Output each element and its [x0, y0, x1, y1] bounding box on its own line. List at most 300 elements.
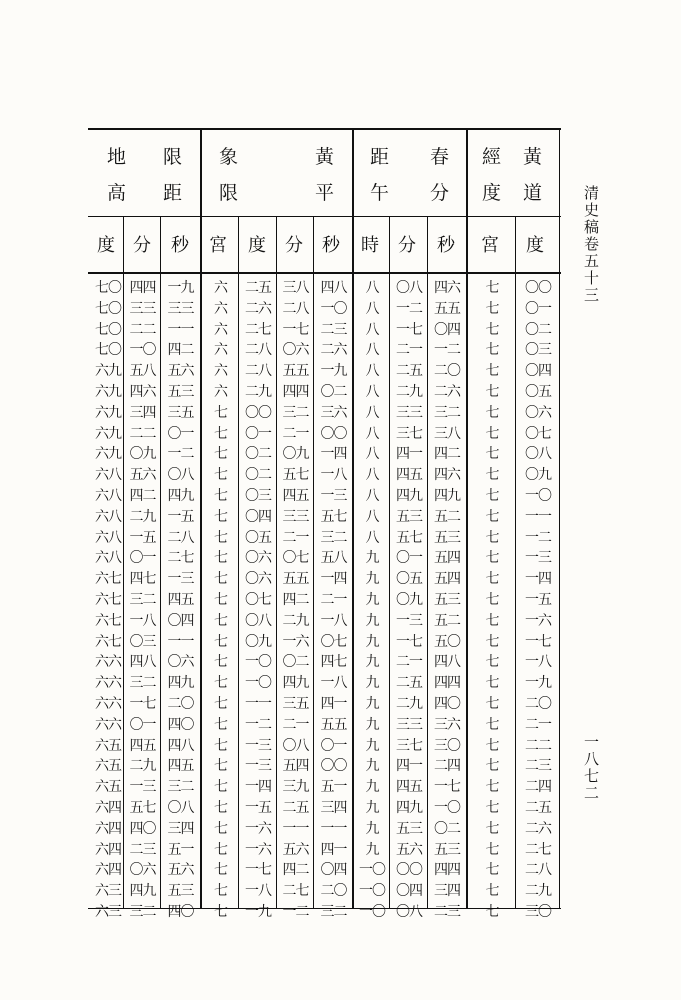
table-cell: 一三 — [245, 758, 271, 775]
table-cell: 三三 — [167, 300, 194, 317]
table-cell: 〇四 — [396, 883, 422, 900]
table-cell: 四二 — [434, 446, 460, 463]
table-cell: 七 — [485, 696, 499, 712]
table-cell: 三〇 — [434, 737, 460, 754]
table-row — [92, 798, 560, 819]
table-cell: 一二 — [282, 904, 309, 920]
table-cell: 三二 — [129, 675, 156, 692]
subheader-label: 度 — [97, 235, 115, 256]
table-cell: 〇八 — [282, 737, 309, 754]
table-cell: 一二 — [434, 342, 460, 359]
table-cell: 七 — [485, 550, 499, 567]
table-cell: 〇一 — [167, 425, 194, 442]
table-cell: 七 — [485, 633, 499, 650]
table-cell: 〇九 — [396, 592, 422, 608]
table-cell: 一一 — [525, 508, 551, 525]
table-cell: 三九 — [282, 779, 309, 796]
table-cell: 四〇 — [167, 904, 194, 920]
table-cell: 二一 — [525, 716, 551, 733]
table-row — [92, 819, 560, 840]
table-cell: 〇八 — [167, 467, 194, 484]
table-cell: 六 — [214, 384, 227, 400]
table-cell: 五八 — [320, 550, 347, 567]
table-cell: 〇一 — [129, 716, 156, 733]
table-row — [92, 444, 560, 465]
table-cell: 一二 — [396, 300, 422, 317]
table-cell: 四四 — [434, 862, 460, 879]
table-cell: 三二 — [129, 592, 156, 608]
table-cell: 一六 — [525, 612, 551, 629]
table-cell: 五六 — [282, 841, 309, 858]
table-cell: 一七 — [282, 321, 309, 338]
table-cell: 八 — [365, 425, 379, 442]
subheader-divider-rule — [88, 272, 561, 274]
table-cell: 二六 — [525, 820, 551, 837]
table-cell: 六八 — [95, 467, 121, 484]
table-cell: 〇三 — [129, 633, 156, 650]
table-cell: 四九 — [167, 488, 194, 504]
table-cell: 〇二 — [434, 820, 460, 837]
table-cell: 一〇 — [359, 883, 385, 900]
table-cell: 四一 — [396, 446, 422, 463]
table-cell: 〇七 — [282, 550, 309, 567]
table-cell: 七 — [485, 779, 499, 796]
table-cell: 〇〇 — [525, 280, 551, 296]
table-cell: 七 — [214, 612, 227, 629]
subheader-label: 宮 — [209, 235, 227, 256]
table-cell: 二八 — [167, 529, 194, 546]
table-cell: 〇四 — [525, 363, 551, 380]
table-cell: 三二 — [434, 404, 460, 421]
table-cell: 四四 — [434, 675, 460, 692]
table-cell: 一〇 — [525, 488, 551, 504]
table-cell: 一五 — [167, 508, 194, 525]
table-cell: 七 — [214, 654, 227, 671]
table-cell: 一五 — [245, 800, 271, 816]
table-cell: 〇一 — [525, 300, 551, 317]
table-cell: 一七 — [396, 321, 422, 338]
table-cell: 二九 — [282, 612, 309, 629]
table-row — [92, 673, 560, 694]
table-cell: 七 — [214, 529, 227, 546]
table-cell: 六四 — [95, 800, 121, 816]
table-cell: 二九 — [396, 696, 422, 712]
table-cell: 七 — [485, 904, 499, 920]
table-cell: 〇五 — [525, 384, 551, 400]
table-cell: 一〇 — [359, 904, 385, 920]
header-group2-char: 象 — [219, 146, 239, 168]
table-cell: 五二 — [434, 508, 460, 525]
table-cell: 七 — [485, 280, 499, 296]
table-cell: 二一 — [396, 654, 422, 671]
table-cell: 四九 — [129, 883, 156, 900]
table-cell: 二四 — [434, 758, 460, 775]
table-cell: 五〇 — [434, 633, 460, 650]
table-cell: 六 — [214, 280, 227, 296]
table-cell: 一三 — [320, 488, 347, 504]
table-cell: 四五 — [396, 467, 422, 484]
table-cell: 〇三 — [245, 488, 271, 504]
table-cell: 二五 — [525, 800, 551, 816]
table-cell: 〇七 — [245, 592, 271, 608]
table-row — [92, 777, 560, 798]
table-cell: 二八 — [245, 363, 271, 380]
table-cell: 一四 — [525, 571, 551, 588]
table-cell: 四八 — [129, 654, 156, 671]
table-cell: 一二 — [245, 716, 271, 733]
table-row — [92, 632, 560, 653]
table-cell: 六八 — [95, 488, 121, 504]
table-cell: 六三 — [95, 904, 121, 920]
table-cell: 一四 — [320, 446, 347, 463]
subheader-label: 度 — [526, 235, 544, 256]
table-cell: 四五 — [396, 779, 422, 796]
table-row — [92, 715, 560, 736]
table-cell: 五三 — [434, 841, 460, 858]
table-row — [92, 403, 560, 424]
table-cell: 一九 — [320, 363, 347, 380]
table-cell: 〇八 — [396, 280, 422, 296]
table-cell: 一七 — [396, 633, 422, 650]
table-cell: 三二 — [129, 904, 156, 920]
header-group2-char: 平 — [315, 182, 335, 204]
table-cell: 八 — [365, 280, 379, 296]
table-cell: 七 — [485, 321, 499, 338]
table-cell: 二六 — [245, 300, 271, 317]
table-cell: 一〇 — [245, 675, 271, 692]
table-cell: 〇六 — [525, 404, 551, 421]
table-cell: 五六 — [129, 467, 156, 484]
table-cell: 九 — [365, 841, 379, 858]
subheader-label: 時 — [361, 235, 379, 256]
table-cell: 二〇 — [167, 696, 194, 712]
table-cell: 六 — [214, 363, 227, 380]
table-cell: 七〇 — [95, 342, 121, 359]
table-cell: 〇八 — [167, 800, 194, 816]
table-cell: 一〇 — [129, 342, 156, 359]
table-cell: 五三 — [167, 883, 194, 900]
table-cell: 二八 — [245, 342, 271, 359]
table-row — [92, 881, 560, 902]
table-cell: 三五 — [282, 696, 309, 712]
header-group4-char: 經 — [482, 146, 502, 168]
table-cell: 三五 — [167, 404, 194, 421]
table-cell: 七 — [485, 384, 499, 400]
table-cell: 六八 — [95, 550, 121, 567]
table-cell: 〇三 — [525, 342, 551, 359]
table-cell: 一〇 — [245, 654, 271, 671]
subheader-label: 宮 — [481, 235, 499, 256]
table-cell: 〇九 — [282, 446, 309, 463]
table-cell: 七 — [485, 508, 499, 525]
table-cell: 〇六 — [245, 550, 271, 567]
table-cell: 八 — [365, 342, 379, 359]
table-cell: 二五 — [282, 800, 309, 816]
header-group3-char: 距 — [370, 146, 390, 168]
table-row — [92, 569, 560, 590]
table-cell: 二〇 — [320, 883, 347, 900]
table-cell: 四六 — [129, 384, 156, 400]
table-cell: 七 — [214, 862, 227, 879]
table-cell: 〇九 — [245, 633, 271, 650]
table-row — [92, 736, 560, 757]
table-cell: 一八 — [320, 612, 347, 629]
table-cell: 七 — [214, 550, 227, 567]
header-group1-char: 地 — [107, 146, 127, 168]
table-cell: 七 — [485, 654, 499, 671]
table-row — [92, 590, 560, 611]
table-cell: 九 — [365, 633, 379, 650]
table-cell: 七 — [485, 529, 499, 546]
table-cell: 二九 — [129, 758, 156, 775]
table-cell: 〇一 — [129, 550, 156, 567]
table-cell: 五三 — [167, 384, 194, 400]
table-cell: 七 — [485, 300, 499, 317]
subheader-label: 秒 — [437, 235, 455, 256]
table-cell: 〇一 — [396, 550, 422, 567]
subheader-label: 分 — [398, 235, 416, 256]
subheader-label: 分 — [285, 235, 303, 256]
table-cell: 〇四 — [245, 508, 271, 525]
page-number: 一八七二 — [582, 734, 600, 802]
table-cell: 四四 — [129, 280, 156, 296]
table-cell: 二一 — [282, 529, 309, 546]
table-cell: 七 — [214, 737, 227, 754]
table-row — [92, 528, 560, 549]
table-cell: 二九 — [129, 508, 156, 525]
table-cell: 六四 — [95, 820, 121, 837]
table-cell: 〇四 — [320, 862, 347, 879]
table-cell: 一七 — [245, 862, 271, 879]
table-cell: 七 — [214, 592, 227, 608]
header-group1-char: 高 — [107, 182, 127, 204]
table-row — [92, 486, 560, 507]
table-cell: 六七 — [95, 592, 121, 608]
table-cell: 八 — [365, 363, 379, 380]
table-cell: 五七 — [282, 467, 309, 484]
table-cell: 四七 — [320, 654, 347, 671]
table-cell: 一〇 — [320, 300, 347, 317]
table-cell: 一九 — [525, 675, 551, 692]
table-cell: 一八 — [525, 654, 551, 671]
table-cell: 一一 — [167, 321, 194, 338]
table-cell: 七 — [214, 820, 227, 837]
table-cell: 七 — [485, 592, 499, 608]
table-cell: 七 — [485, 716, 499, 733]
table-cell: 六四 — [95, 841, 121, 858]
table-cell: 七〇 — [95, 300, 121, 317]
table-cell: 三四 — [129, 404, 156, 421]
table-cell: 四九 — [434, 488, 460, 504]
table-cell: 七 — [214, 758, 227, 775]
table-cell: 七 — [485, 820, 499, 837]
table-cell: 三七 — [396, 425, 422, 442]
header-group3-char: 分 — [430, 182, 450, 204]
table-cell: 〇一 — [245, 425, 271, 442]
table-cell: 五三 — [434, 529, 460, 546]
subheader-label: 秒 — [322, 235, 340, 256]
table-cell: 七 — [214, 571, 227, 588]
table-row — [92, 507, 560, 528]
table-cell: 二六 — [320, 342, 347, 359]
table-cell: 二八 — [282, 300, 309, 317]
table-cell: 六五 — [95, 737, 121, 754]
table-cell: 九 — [365, 737, 379, 754]
table-cell: 九 — [365, 592, 379, 608]
table-cell: 八 — [365, 300, 379, 317]
table-cell: 一三 — [396, 612, 422, 629]
table-cell: 〇六 — [129, 862, 156, 879]
table-cell: 二一 — [282, 716, 309, 733]
table-cell: 三三 — [396, 716, 422, 733]
table-cell: 二一 — [282, 425, 309, 442]
table-cell: 〇一 — [320, 737, 347, 754]
table-cell: 一七 — [129, 696, 156, 712]
table-cell: 二五 — [396, 675, 422, 692]
table-cell: 三六 — [320, 404, 347, 421]
table-cell: 五五 — [282, 363, 309, 380]
header-group2-char: 限 — [219, 182, 239, 204]
table-row — [92, 652, 560, 673]
table-row — [92, 694, 560, 715]
table-row — [92, 382, 560, 403]
table-cell: 七 — [214, 488, 227, 504]
table-cell: 六八 — [95, 529, 121, 546]
table-cell: 四五 — [129, 737, 156, 754]
header-group4-char: 道 — [523, 182, 543, 204]
table-cell: 七 — [485, 425, 499, 442]
table-cell: 〇二 — [320, 384, 347, 400]
table-cell: 六六 — [95, 716, 121, 733]
table-cell: 七 — [485, 737, 499, 754]
table-cell: 五三 — [396, 508, 422, 525]
table-cell: 〇二 — [525, 321, 551, 338]
table-cell: 二三 — [434, 904, 460, 920]
table-cell: 四五 — [282, 488, 309, 504]
table-cell: 八 — [365, 446, 379, 463]
table-cell: 四九 — [396, 800, 422, 816]
table-cell: 五三 — [396, 820, 422, 837]
table-cell: 一六 — [282, 633, 309, 650]
table-cell: 四二 — [282, 862, 309, 879]
table-row — [92, 278, 560, 299]
header-group2-char: 黃 — [315, 146, 335, 168]
table-cell: 〇六 — [167, 654, 194, 671]
table-cell: 八 — [365, 384, 379, 400]
table-cell: 一九 — [245, 904, 271, 920]
table-cell: 一六 — [245, 841, 271, 858]
table-cell: 三三 — [396, 404, 422, 421]
table-cell: 一一 — [320, 820, 347, 837]
table-cell: 五三 — [434, 592, 460, 608]
table-cell: 五五 — [320, 716, 347, 733]
table-cell: 六六 — [95, 675, 121, 692]
table-cell: 二二 — [525, 737, 551, 754]
table-cell: 一四 — [320, 571, 347, 588]
table-row — [92, 361, 560, 382]
table-cell: 五四 — [282, 758, 309, 775]
table-cell: 七 — [485, 800, 499, 816]
table-cell: 六 — [214, 321, 227, 338]
table-cell: 八 — [365, 404, 379, 421]
top-rule — [88, 128, 561, 130]
table-cell: 四一 — [320, 696, 347, 712]
table-cell: 八 — [365, 321, 379, 338]
table-cell: 〇五 — [396, 571, 422, 588]
table-cell: 四六 — [434, 280, 460, 296]
table-cell: 〇九 — [129, 446, 156, 463]
table-cell: 五八 — [129, 363, 156, 380]
table-cell: 一〇 — [359, 862, 385, 879]
table-cell: 二八 — [525, 862, 551, 879]
table-cell: 二七 — [245, 321, 271, 338]
table-cell: 〇八 — [396, 904, 422, 920]
table-cell: 〇二 — [245, 467, 271, 484]
table-cell: 六九 — [95, 404, 121, 421]
table-cell: 〇六 — [245, 571, 271, 588]
table-cell: 四八 — [434, 654, 460, 671]
table-cell: 一八 — [320, 675, 347, 692]
header-divider-rule — [88, 216, 561, 217]
table-cell: 七 — [214, 779, 227, 796]
table-cell: 五四 — [434, 550, 460, 567]
table-cell: 五一 — [320, 779, 347, 796]
table-cell: 九 — [365, 675, 379, 692]
table-cell: 六八 — [95, 508, 121, 525]
table-cell: 七 — [214, 425, 227, 442]
table-cell: 九 — [365, 800, 379, 816]
subheader-label: 度 — [248, 235, 266, 256]
table-cell: 七 — [485, 675, 499, 692]
header-group4-char: 度 — [482, 182, 502, 204]
table-cell: 一五 — [525, 592, 551, 608]
table-cell: 七 — [214, 675, 227, 692]
table-cell: 七 — [485, 467, 499, 484]
table-cell: 五四 — [434, 571, 460, 588]
table-cell: 九 — [365, 571, 379, 588]
table-cell: 七 — [214, 904, 227, 920]
table-cell: 二七 — [282, 883, 309, 900]
table-cell: 一八 — [320, 467, 347, 484]
table-cell: 四〇 — [434, 696, 460, 712]
table-cell: 八 — [365, 488, 379, 504]
subheader-label: 分 — [133, 235, 151, 256]
table-cell: 六三 — [95, 883, 121, 900]
table-cell: 七 — [485, 446, 499, 463]
table-cell: 七 — [214, 446, 227, 463]
table-cell: 四一 — [396, 758, 422, 775]
table-cell: 七 — [214, 467, 227, 484]
table-cell: 九 — [365, 820, 379, 837]
table-cell: 三三 — [282, 508, 309, 525]
table-cell: 一八 — [245, 883, 271, 900]
table-cell: 一二 — [525, 529, 551, 546]
subheader-label: 秒 — [171, 235, 189, 256]
table-cell: 二四 — [525, 779, 551, 796]
table-cell: 六七 — [95, 612, 121, 629]
table-cell: 四〇 — [167, 716, 194, 733]
table-cell: 二三 — [320, 321, 347, 338]
table-cell: 二二 — [129, 425, 156, 442]
table-row — [92, 902, 560, 923]
table-cell: 四九 — [282, 675, 309, 692]
table-cell: 〇二 — [282, 654, 309, 671]
table-cell: 九 — [365, 550, 379, 567]
table-cell: 一三 — [129, 779, 156, 796]
table-cell: 七〇 — [95, 321, 121, 338]
table-cell: 五五 — [282, 571, 309, 588]
table-cell: 六四 — [95, 862, 121, 879]
